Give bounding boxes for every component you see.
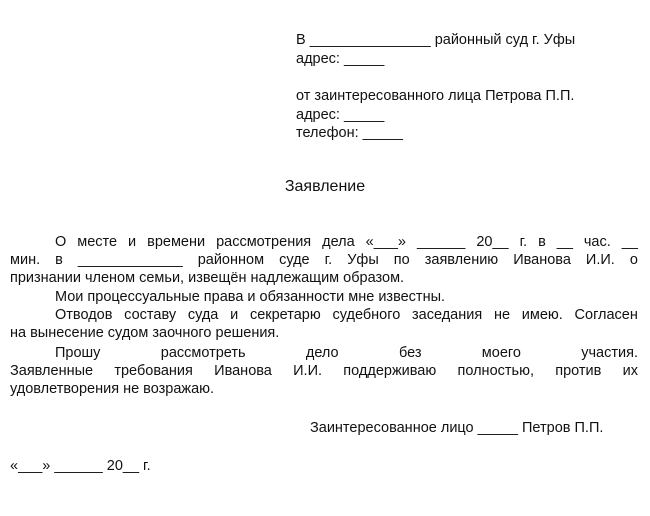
- court-line: В _______________ районный суд г. Уфы: [296, 32, 576, 48]
- paragraph-4-line-3: удовлетворения не возражаю.: [10, 381, 215, 397]
- paragraph-1-line-2: мин. в _____________ районном суде г. Уфы по заявлению Иванова И.И. о: [10, 252, 638, 268]
- court-address: адрес: _____: [296, 51, 385, 67]
- document-title: Заявление: [284, 178, 366, 195]
- paragraph-1-line-1: О месте и времени рассмотрения дела «___» ______ 20__ г. в __ час. __: [55, 234, 638, 250]
- applicant-address: адрес: _____: [296, 107, 385, 123]
- paragraph-3-line-2: на вынесение судом заочного решения.: [10, 325, 280, 341]
- date-line: «___» ______ 20__ г.: [10, 458, 151, 474]
- paragraph-4-line-2: Заявленные требования Иванова И.И. поддерживаю полностью, против их: [10, 363, 638, 379]
- paragraph-4-line-1: Прошу рассмотреть дело без моего участия.: [55, 345, 638, 361]
- paragraph-1-line-3: признании членом семьи, извещён надлежащим образом.: [10, 270, 405, 286]
- applicant-phone: телефон: _____: [296, 125, 403, 141]
- applicant-line: от заинтересованного лица Петрова П.П.: [296, 88, 575, 104]
- paragraph-3-line-1: Отводов составу суда и секретарю судебного заседания не имею. Согласен: [55, 307, 638, 323]
- paragraph-2-line-1: Мои процессуальные права и обязанности мне известны.: [55, 289, 446, 305]
- signature-line: Заинтересованное лицо _____ Петров П.П.: [310, 420, 604, 436]
